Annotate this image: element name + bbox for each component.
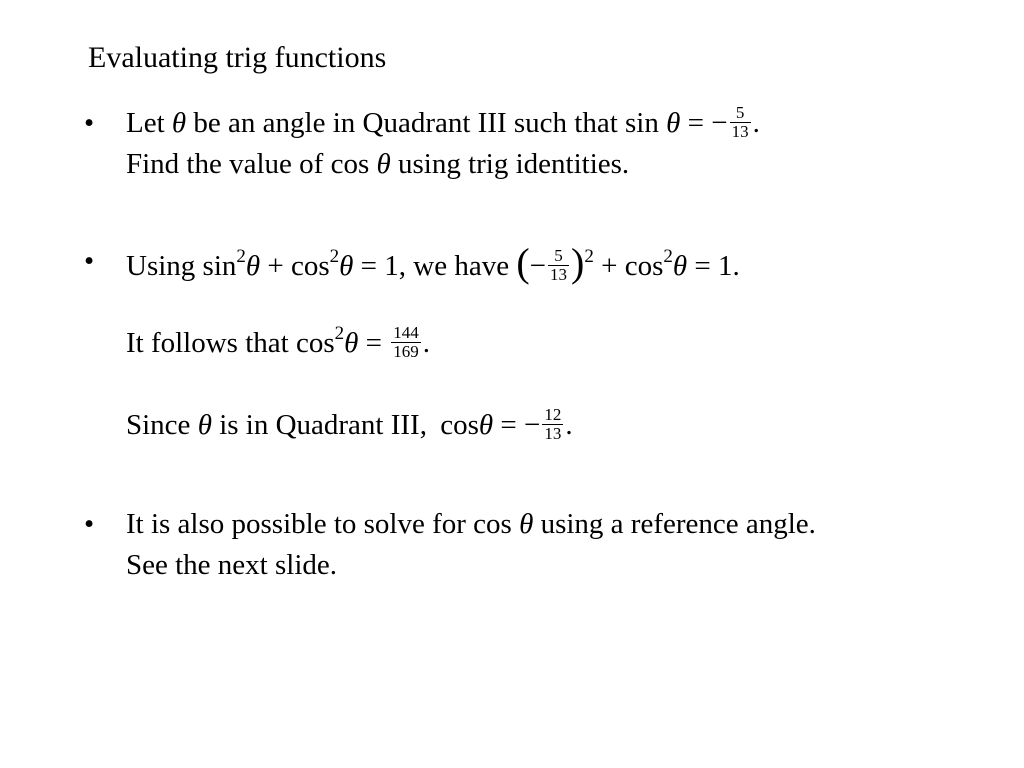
- theta-symbol: θ: [376, 148, 391, 180]
- theta-symbol: θ: [197, 409, 212, 441]
- bullet-3-body: [126, 504, 816, 586]
- theta-symbol: θ: [666, 107, 681, 139]
- fraction-5-13: $\frac{5}{13}$: [550, 245, 568, 284]
- bullet-dot: •: [84, 107, 95, 139]
- bullet-3-line-1: It is also possible to solve for cos θ using a reference angle.: [126, 508, 816, 540]
- bullet-dot: •: [84, 508, 95, 540]
- bullet-dot: •: [84, 245, 95, 277]
- theta-symbol: θ: [478, 409, 494, 441]
- theta-symbol: θ: [245, 250, 261, 282]
- right-paren: ): [571, 240, 585, 285]
- bullet-1-line-1: Let θ be an angle in Quadrant III such that sin θ = − $\frac{5}{13}$ .: [126, 102, 760, 141]
- theta-symbol: θ: [344, 327, 359, 359]
- theta-symbol: θ: [519, 508, 534, 540]
- slide-title: Evaluating trig functions: [88, 41, 387, 74]
- fraction-144-169: $\frac{144}{169}$: [393, 322, 419, 361]
- theta-symbol: θ: [339, 250, 354, 282]
- theta-symbol: θ: [672, 250, 688, 282]
- bullet-2-line-2: It follows that $\cos^2\theta$ = $\frac{144}{169}$ .: [126, 322, 430, 361]
- bullet-2-line-3: Since θ is in Quadrant III, cosθ = − $\frac{12}{13}$ .: [126, 404, 573, 443]
- left-paren: (: [516, 240, 530, 285]
- fraction-12-13: $\frac{12}{13}$: [544, 404, 562, 443]
- theta-symbol: θ: [171, 107, 187, 139]
- fraction-5-13: $\frac{5}{13}$: [731, 102, 749, 141]
- bullet-1-line-2: Find the value of cos θ using trig identities.: [126, 148, 630, 180]
- bullet-1-body: [126, 103, 760, 185]
- bullet-2-line-1: Using $\sin^2\theta + \cos^2\theta = 1$, we have (− $\frac{5}{13}$ )$^2 + \cos^2\theta = 1$.: [126, 240, 740, 285]
- bullet-3-line-2: See the next slide.: [126, 549, 338, 581]
